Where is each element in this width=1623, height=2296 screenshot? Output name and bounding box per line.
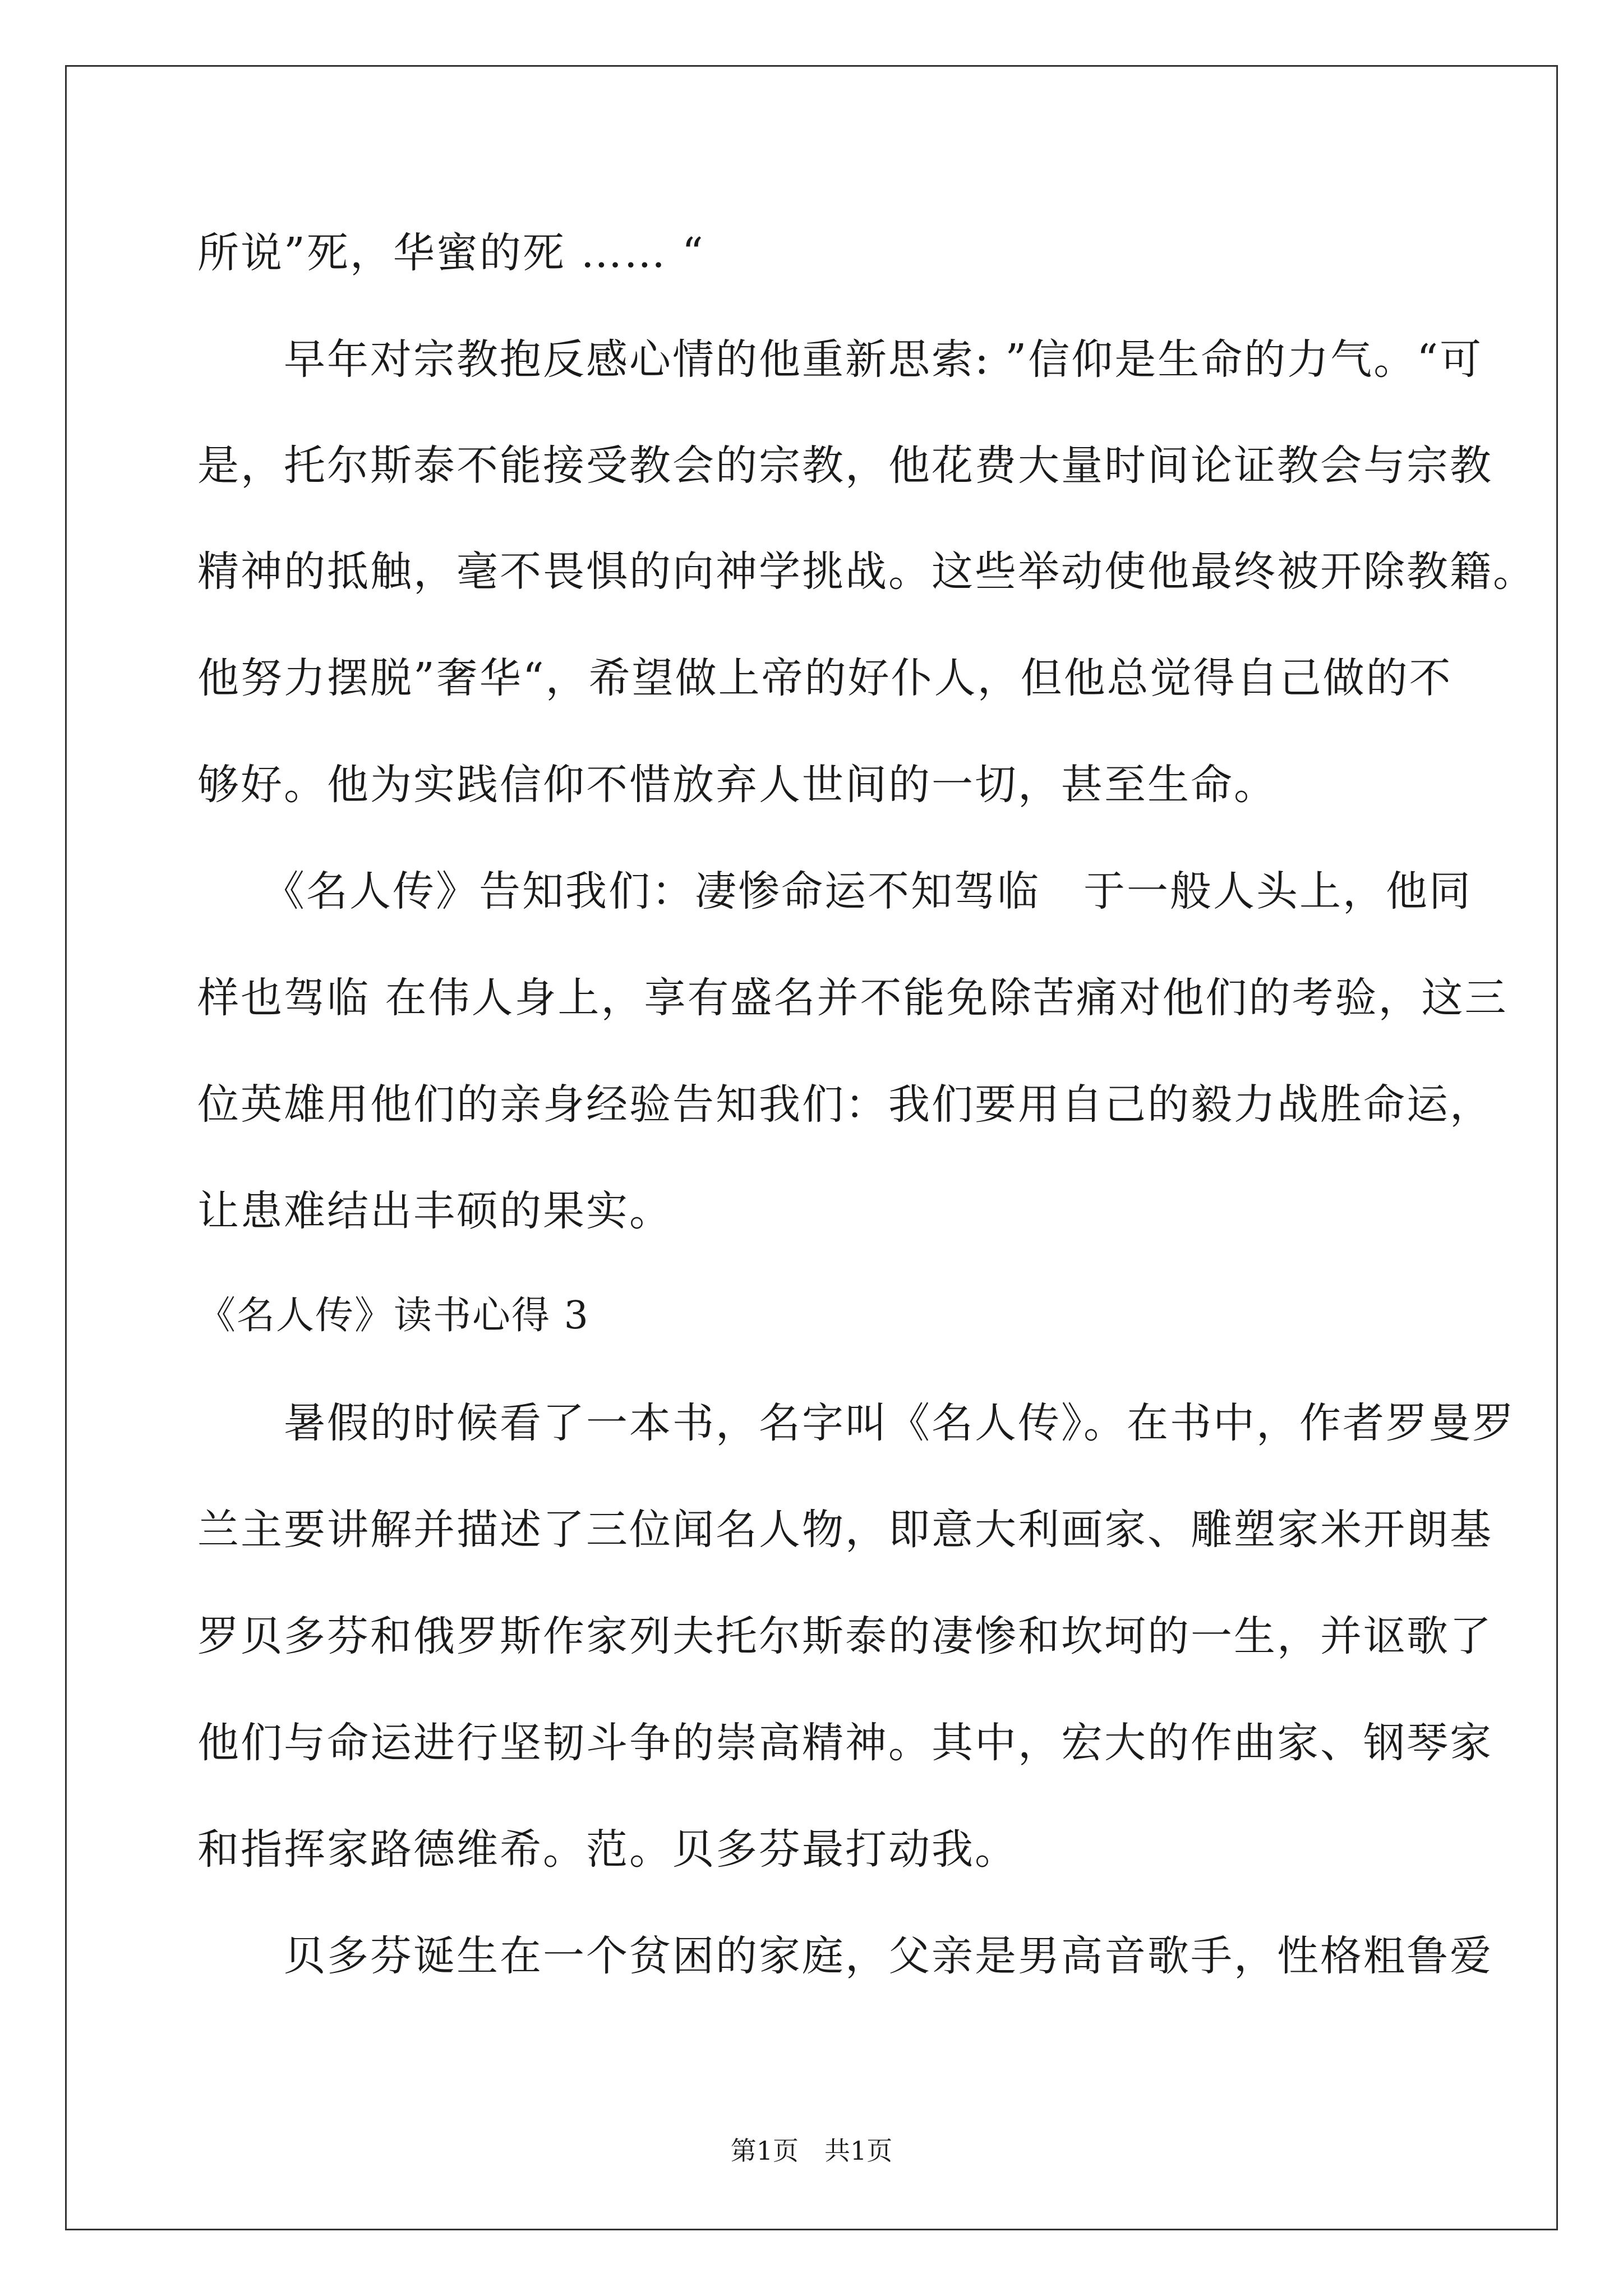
text-line: 样也驾临 在伟人身上，享有盛名并不能免除苦痛对他们的考验，这三 [197,974,1508,1022]
text-line: 够好。他为实践信仰不惜放弃人世间的一切，甚至生命。 [197,761,1277,809]
text-line: 让患难结出丰硕的果实。 [197,1187,672,1235]
text-line: 《名人传》告知我们：凄惨命运不知驾临 于一般人头上，他同 [197,867,1472,915]
text-line: 罗贝多芬和俄罗斯作家列夫托尔斯泰的凄惨和坎坷的一生，并讴歌了 [197,1612,1493,1660]
text-line: 贝多芬诞生在一个贫困的家庭，父亲是男高音歌手，性格粗鲁爱 [197,1932,1493,1980]
text-line: 是，托尔斯泰不能接受教会的宗教，他花费大量时间论证教会与宗教 [197,441,1493,490]
page-footer: 第1页 共1页 [730,2136,893,2166]
text-line: 早年对宗教抱反感心情的他重新思索: ”信仰是生命的力气。“可 [197,335,1483,384]
page-border [65,65,1558,2230]
text-line: 暑假的时候看了一本书，名字叫《名人传》。在书中，作者罗曼罗 [197,1399,1515,1447]
text-line: 位英雄用他们的亲身经验告知我们：我们要用自己的毅力战胜命运， [197,1080,1493,1129]
text-line: 和指挥家路德维希。范。贝多芬最打动我。 [197,1825,1018,1874]
text-line: 兰主要讲解并描述了三位闻名人物，即意大利画家、雕塑家米开朗基 [197,1506,1493,1554]
text-line: 精神的抵触，毫不畏惧的向神学挑战。这些举动使他最终被开除教籍。 [197,547,1536,596]
text-line: 他们与命运进行坚韧斗争的崇高精神。其中，宏大的作曲家、钢琴家 [197,1719,1493,1767]
text-line: 他努力摆脱”奢华“，希望做上帝的好仆人，但他总觉得自己做的不 [197,654,1453,702]
section-heading: 《名人传》读书心得 3 [197,1294,589,1338]
text-line: 所说”死，华蜜的死 …… “ [197,229,705,277]
